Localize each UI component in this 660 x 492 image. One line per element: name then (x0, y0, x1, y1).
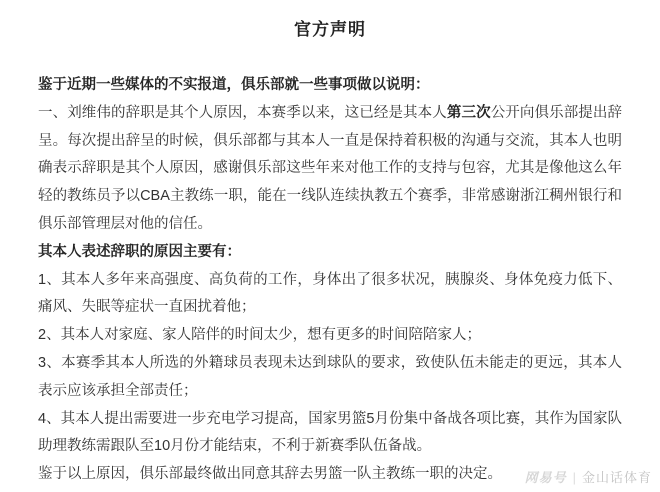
watermark (525, 469, 652, 487)
conclusion-paragraph: 鉴于以上原因，俱乐部最终做出同意其辞去男篮一队主教练一职的决定。 (38, 466, 502, 483)
reason-item-2: 2、其本人对家庭、家人陪伴的时间太少，想有更多的时间陪陪家人； (38, 327, 482, 344)
reasons-heading: 其本人表述辞职的原因主要有： (38, 243, 241, 260)
watermark-author: 金山话体育 (581, 470, 652, 485)
reason-item-4: 4、其本人提出需要进一步充电学习提高，国家男篮5月份集中备战各项比赛，其作为国家队助理教练需跟队至10月份才能结束，不利于新赛季队伍备战。 (38, 410, 622, 455)
page-title: 官方声明 (294, 20, 366, 39)
netease-platform-logo: 网易号 (524, 470, 567, 485)
resignation-text-after: 公开向俱乐部提出辞呈。每次提出辞呈的时候，俱乐部都与其本人一直是保持着积极的沟通与交流，其本人也明确表示辞职是其个人原因，感谢俱乐部这些年来对他工作的支持与包容，尤其是像他这么年轻的教练员予以CBA主教练一职，能在一线队连续执教五个赛季，非常感谢浙江稠州银行和俱乐部管理层对他的信任。 (38, 104, 623, 232)
intro-paragraph: 鉴于近期一些媒体的不实报道，俱乐部就一些事项做以说明： (38, 77, 430, 93)
reason-item-1: 1、其本人多年来高强度、高负荷的工作，身体出了很多状况，胰腺炎、身体免疫力低下、痛风、失眠等症状一直困扰着他； (38, 271, 622, 316)
resignation-text-bold: 第三次 (446, 104, 491, 121)
statement-body (38, 72, 622, 489)
reason-item-3: 3、本赛季其本人所选的外籍球员表现未达到球队的要求，致使队伍未能走的更远，其本人表示应该承担全部责任； (38, 354, 622, 399)
watermark-separator: | (572, 470, 576, 485)
resignation-text-before: 一、刘维伟的辞职是其个人原因，本赛季以来，这已经是其本人 (38, 104, 447, 121)
resignation-paragraph (38, 100, 622, 239)
